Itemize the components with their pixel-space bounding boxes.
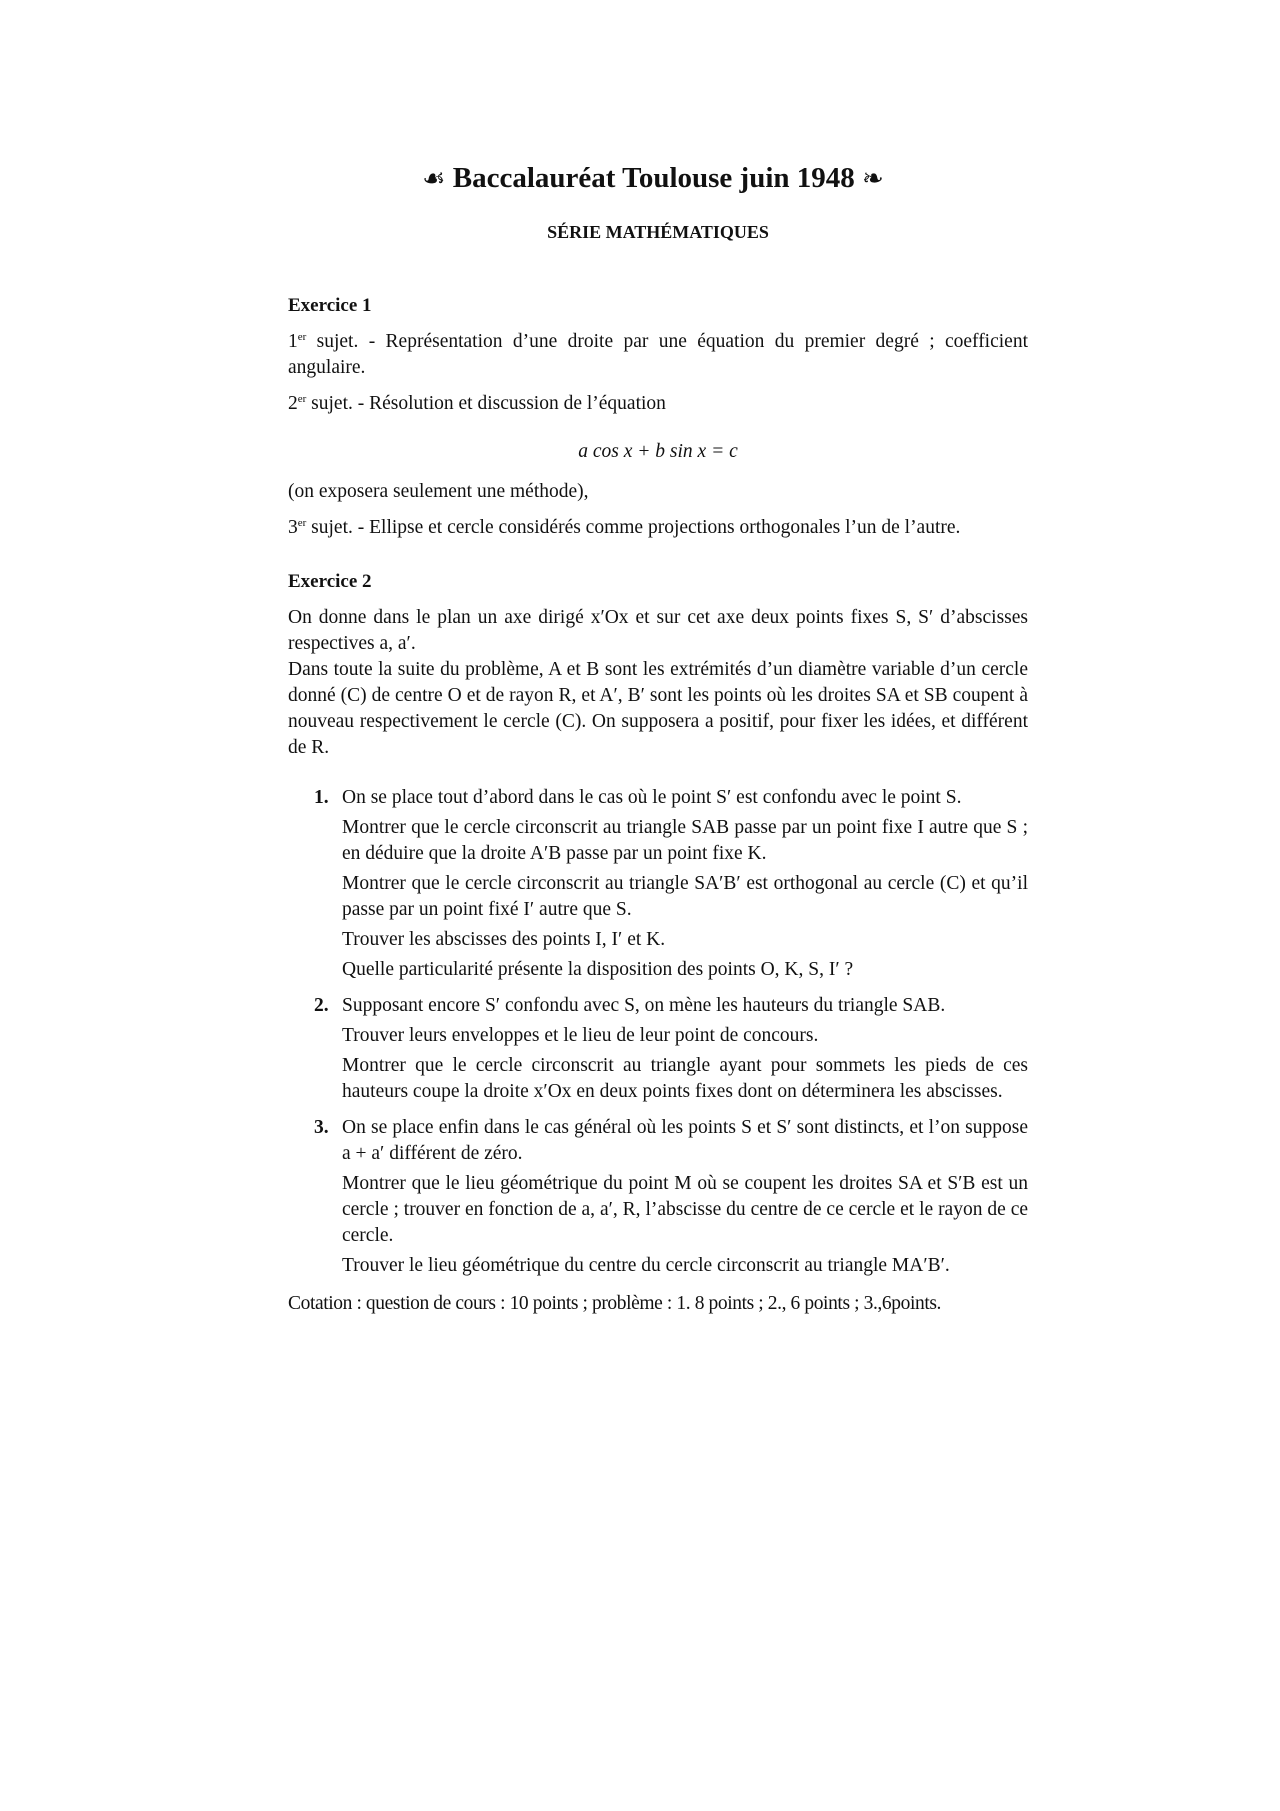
question-paragraph: Montrer que le cercle circonscrit au triangle SA′B′ est orthogonal au cercle (C) et qu’il passe par un point fixé I′ autre que S.: [342, 873, 1028, 920]
question-paragraph: On se place tout d’abord dans le cas où le point S′ est confondu avec le point S.: [342, 787, 962, 808]
question-list: [288, 785, 1028, 1279]
question-paragraph: Trouver le lieu géométrique du centre du cercle circonscrit au triangle MA′B′.: [342, 1255, 950, 1276]
subject-ordinal: er: [297, 331, 307, 343]
question-paragraph: Quelle particularité présente la disposition des points O, K, S, I′ ?: [342, 959, 854, 980]
series-subtitle: SÉRIE MATHÉMATIQUES: [547, 222, 769, 242]
exercise1-heading: Exercice 1: [288, 295, 372, 316]
exercise1-after-formula: (on exposera seulement une méthode),: [288, 481, 589, 502]
ornament-left-icon: ☙: [422, 164, 446, 193]
question-paragraph: On se place enfin dans le cas général où les points S et S′ sont distincts, et l’on suppose a + a′ différent de zéro.: [342, 1117, 1028, 1164]
document-page: [288, 160, 1028, 1327]
question-3: [288, 1115, 1028, 1279]
question-number: 3.: [314, 1117, 329, 1138]
question-paragraph: Trouver les abscisses des points I, I′ et K.: [342, 929, 666, 950]
cotation: Cotation : question de cours : 10 points ; problème : 1. 8 points ; 2., 6 points ; 3.,6points.: [288, 1293, 942, 1314]
exercise1-subject3: [288, 515, 1028, 541]
subject-number: 1: [288, 331, 298, 352]
exercise1-subject1: [288, 329, 1028, 381]
exercise2-intro2: Dans toute la suite du problème, A et B sont les extrémités d’un diamètre variable d’un cercle donné (C) de centre O et de rayon R, et A′, B′ sont les points où les droites SA et SB coupent à nouveau respectivement le cercle (C). On supposera a positif, pour fixer les idées, et différent de R.: [288, 659, 1028, 758]
question-2: [288, 993, 1028, 1105]
title-text: Baccalauréat Toulouse juin 1948: [452, 162, 855, 194]
ornament-right-icon: ❧: [862, 164, 884, 193]
exercise2-heading: Exercice 2: [288, 571, 372, 592]
exercise1-subject2: [288, 391, 1028, 417]
subject-text: sujet. - Ellipse et cercle considérés comme projections orthogonales l’un de l’autre.: [306, 517, 961, 538]
question-paragraph: Supposant encore S′ confondu avec S, on mène les hauteurs du triangle SAB.: [342, 995, 946, 1016]
question-paragraph: Montrer que le cercle circonscrit au triangle ayant pour sommets les pieds de ces hauteurs coupe la droite x′Ox en deux points fixes dont on déterminera les abscisses.: [342, 1055, 1028, 1102]
question-paragraph: Montrer que le cercle circonscrit au triangle SAB passe par un point fixe I autre que S ; en déduire que la droite A′B passe par un point fixe K.: [342, 817, 1028, 864]
subject-text: sujet. - Résolution et discussion de l’équation: [306, 393, 666, 414]
question-paragraph: Montrer que le lieu géométrique du point M où se coupent les droites SA et S′B est un cercle ; trouver en fonction de a, a′, R, l’abscisse du centre de ce cercle et le rayon de ce cercle.: [342, 1173, 1028, 1246]
subject-text: sujet. - Représentation d’une droite par une équation du premier degré ; coefficient angulaire.: [288, 331, 1028, 378]
question-number: 1.: [314, 787, 329, 808]
subject-ordinal: er: [297, 393, 307, 405]
exercise2-intro1: On donne dans le plan un axe dirigé x′Ox et sur cet axe deux points fixes S, S′ d’abscisses respectives a, a′.: [288, 607, 1028, 654]
document-title: [278, 160, 1028, 197]
subject-number: 3: [288, 517, 298, 538]
question-1: [288, 785, 1028, 983]
question-paragraph: Trouver leurs enveloppes et le lieu de leur point de concours.: [342, 1025, 819, 1046]
subject-ordinal: er: [297, 517, 307, 529]
subject-number: 2: [288, 393, 298, 414]
equation: a cos x + b sin x = c: [578, 441, 738, 462]
question-number: 2.: [314, 995, 329, 1016]
